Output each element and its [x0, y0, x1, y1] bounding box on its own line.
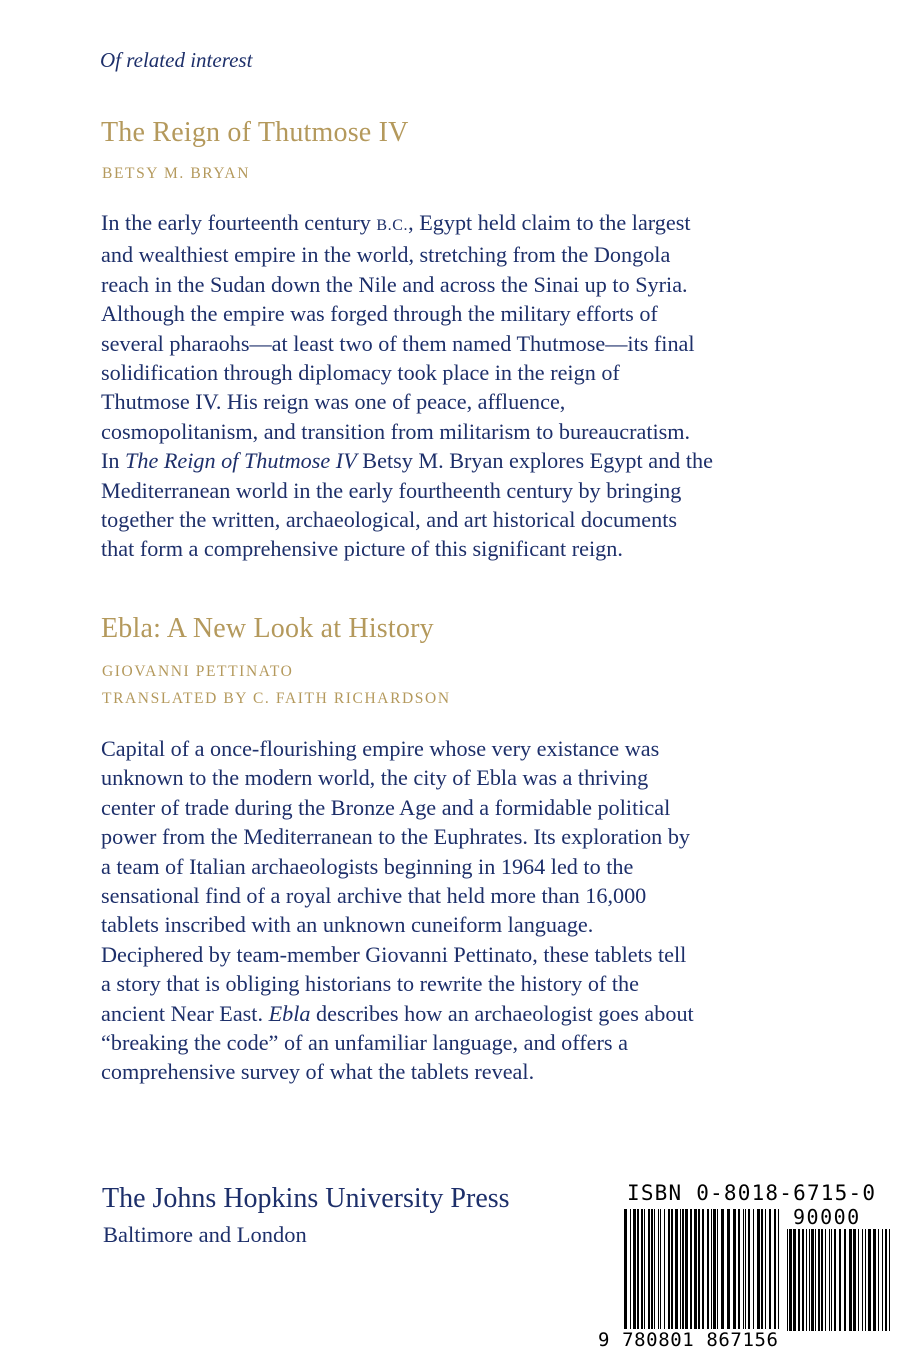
publisher-place: Baltimore and London	[103, 1222, 307, 1247]
barcode-bar	[798, 1229, 800, 1331]
book2-line: unknown to the modern world, the city of Ebla was a thriving	[101, 765, 649, 791]
book2-line: Capital of a once-flourishing empire whose very existance was	[101, 736, 660, 761]
book2-description	[101, 734, 801, 1087]
barcode-bar	[802, 1229, 804, 1331]
barcode-bar	[721, 1209, 724, 1331]
barcode-bar	[733, 1209, 736, 1331]
barcode-bar	[745, 1209, 746, 1331]
barcode-bar	[761, 1209, 763, 1331]
barcode-bar	[882, 1229, 883, 1331]
barcode-bar	[885, 1229, 887, 1331]
book1-line: and wealthiest empire in the world, stretching from the Dongola	[101, 242, 671, 268]
book2-author: GIOVANNI PETTINATO	[102, 663, 294, 680]
book2-line: “breaking the code” of an unfamiliar language, and offers a	[101, 1030, 628, 1056]
barcode-bar	[630, 1209, 631, 1339]
barcode-bar	[694, 1209, 697, 1331]
barcode-bar	[839, 1229, 841, 1331]
barcode-bar	[811, 1229, 814, 1331]
barcode-bar	[829, 1229, 830, 1331]
barcode-bar	[753, 1209, 754, 1331]
book1-line: In The Reign of Thutmose IV Betsy M. Bryan explores Egypt and the	[101, 448, 713, 474]
barcode-bar	[713, 1209, 716, 1331]
barcode-bar	[878, 1229, 879, 1331]
book2-title: Ebla: A New Look at History	[101, 613, 434, 644]
book2-line: Deciphered by team-member Giovanni Pettinato, these tablets tell	[101, 941, 687, 967]
barcode-bar	[748, 1209, 750, 1331]
barcode-bar	[793, 1229, 796, 1331]
barcode-bar	[698, 1209, 700, 1331]
barcode-bar	[806, 1229, 807, 1331]
barcode-bar	[769, 1209, 771, 1331]
barcode-bar	[671, 1209, 673, 1331]
barcode-bar	[707, 1209, 709, 1331]
barcode-bar	[858, 1229, 859, 1331]
barcode-bar	[821, 1229, 823, 1331]
book1-description	[101, 208, 801, 564]
book1-line: reach in the Sudan down the Nile and across the Sinai up to Syria.	[101, 271, 688, 297]
book2-line: a story that is obliging historians to rewrite the history of the	[101, 971, 639, 997]
book1-line: solidification through diplomacy took place in the reign of	[101, 360, 620, 386]
barcode-bar	[660, 1209, 661, 1331]
book1-line: Mediterranean world in the early fourtheenth century by bringing	[101, 477, 682, 503]
barcode-bar	[648, 1209, 650, 1331]
barcode-bar	[664, 1209, 665, 1331]
barcode-bar	[809, 1229, 810, 1331]
barcode-bar	[834, 1229, 836, 1331]
barcode-bar	[624, 1209, 627, 1339]
book2-line: ancient Near East. Ebla describes how an archaeologist goes about	[101, 1000, 694, 1026]
barcode-bar	[702, 1209, 704, 1339]
barcode-bar	[644, 1209, 645, 1331]
price-addon-bars	[787, 1229, 890, 1331]
book1-line: Although the empire was forged through the military efforts of	[101, 301, 658, 327]
barcode-bar	[889, 1229, 890, 1331]
book1-title: The Reign of Thutmose IV	[101, 117, 409, 148]
barcode-bar	[658, 1209, 659, 1331]
barcode-bar	[757, 1209, 760, 1331]
book2-translator: TRANSLATED BY C. FAITH RICHARDSON	[102, 690, 451, 707]
barcode-bar	[774, 1209, 776, 1331]
barcode-bar	[654, 1209, 655, 1331]
barcode-bar	[873, 1229, 876, 1331]
book1-line: cosmopolitanism, and transition from militarism to bureaucratism.	[101, 418, 691, 444]
book2-line: comprehensive survey of what the tablets reveal.	[101, 1059, 535, 1085]
barcode-bar	[717, 1209, 718, 1331]
book2-line: sensational find of a royal archive that held more than 16,000	[101, 883, 647, 909]
barcode-bar	[711, 1209, 712, 1331]
barcode-bar	[787, 1229, 788, 1331]
barcode-bar	[637, 1209, 639, 1331]
barcode-bar	[765, 1209, 766, 1331]
barcode-bar	[668, 1209, 670, 1331]
barcode-bar	[849, 1229, 852, 1331]
barcode-bar	[651, 1209, 653, 1331]
barcode-bar	[844, 1229, 846, 1331]
barcode-bar	[818, 1229, 820, 1331]
barcode-bar	[743, 1209, 744, 1331]
book1-line: Thutmose IV. His reign was one of peace, affluence,	[101, 389, 566, 415]
related-interest-heading: Of related interest	[100, 48, 253, 72]
barcode-bar	[633, 1209, 636, 1331]
ean-digits: 9 780801 867156	[598, 1329, 779, 1351]
barcode-bar	[862, 1229, 863, 1331]
book1-line: that form a comprehensive picture of this significant reign.	[101, 536, 623, 562]
barcode-bar	[738, 1209, 740, 1331]
ean-bars	[624, 1209, 779, 1339]
book2-line: power from the Mediterranean to the Euphrates. Its exploration by	[101, 824, 691, 850]
barcode-bar	[868, 1229, 871, 1331]
publisher-name: The Johns Hopkins University Press	[102, 1183, 510, 1214]
barcode-bar	[641, 1209, 643, 1331]
barcode-bar	[675, 1209, 678, 1331]
barcode-bar	[727, 1209, 730, 1331]
book1-line: together the written, archaeological, and art historical documents	[101, 507, 678, 533]
book2-line: a team of Italian archaeologists beginning in 1964 led to the	[101, 853, 634, 879]
barcode-bar	[690, 1209, 692, 1331]
barcode-bar	[682, 1209, 684, 1331]
barcode-bar	[778, 1209, 779, 1331]
barcode-bar	[825, 1229, 826, 1331]
price-code: 90000	[793, 1205, 861, 1229]
barcode-bar	[815, 1229, 816, 1331]
barcode-bar	[865, 1229, 866, 1331]
book1-author: BETSY M. BRYAN	[102, 165, 251, 182]
barcode-bar	[685, 1209, 688, 1331]
book1-line: In the early fourteenth century B.C., Egypt held claim to the largest	[101, 210, 691, 235]
book2-line: tablets inscribed with an unknown cuneiform language.	[101, 912, 594, 938]
isbn-text: ISBN 0-8018-6715-0	[627, 1181, 877, 1205]
barcode-bar	[853, 1229, 856, 1331]
isbn-barcode	[594, 1181, 894, 1361]
barcode-bar	[831, 1229, 832, 1331]
book1-line: several pharaohs—at least two of them named Thutmose—its final	[101, 330, 695, 356]
barcode-bar	[680, 1209, 681, 1331]
book2-line: center of trade during the Bronze Age and a formidable political	[101, 794, 671, 820]
barcode-bar	[789, 1229, 792, 1331]
